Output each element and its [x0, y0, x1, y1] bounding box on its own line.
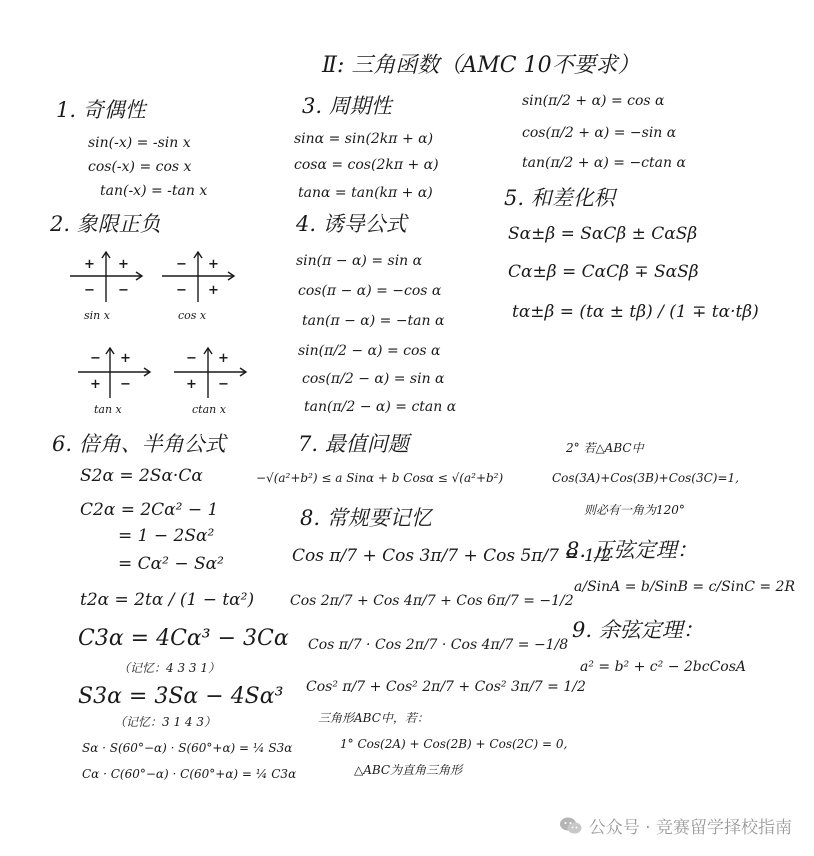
memo-note: （记忆：4 3 3 1）	[118, 661, 220, 675]
formula-line: Cos π/7 · Cos 2π/7 · Cos 4π/7 = −1/8	[308, 637, 569, 653]
formula-line: tan(-x) = -tan x	[100, 183, 208, 199]
formula-line: cos(π − α) = −cos α	[298, 283, 442, 299]
triangle-note: 1° Cos(2A) + Cos(2B) + Cos(2C) = 0,	[340, 737, 568, 751]
page-title: Ⅱ: 三角函数（AMC 10不要求）	[322, 53, 640, 78]
quadrant-sign: +	[120, 351, 131, 366]
quadrant-label: sin x	[84, 309, 110, 322]
section-1-heading: 1. 奇偶性	[56, 98, 146, 122]
formula-line: −√(a²+b²) ≤ a Sinα + b Cosα ≤ √(a²+b²)	[256, 471, 504, 485]
formula-line: C3α = 4Cα³ − 3Cα	[78, 626, 289, 651]
quadrant-sign: −	[218, 377, 229, 392]
formula-line: Cos 2π/7 + Cos 4π/7 + Cos 6π/7 = −1/2	[290, 593, 574, 609]
section-8-heading: 8. 常规要记忆	[300, 506, 432, 530]
formula-line: tan(π − α) = −tan α	[302, 313, 445, 329]
formula-line: S3α = 3Sα − 4Sα³	[78, 684, 284, 709]
triangle-note: △ABC为直角三角形	[354, 763, 463, 777]
formula-line: cos(π/2 − α) = sin α	[302, 371, 445, 387]
formula-line: S2α = 2Sα·Cα	[80, 466, 203, 486]
section-9-heading: 9. 余弦定理：	[572, 618, 704, 642]
watermark	[559, 813, 792, 838]
formula-line: tanα = tan(kπ + α)	[298, 185, 433, 201]
formula-line: sin(π/2 − α) = cos α	[298, 343, 441, 359]
quadrant-sign: +	[84, 257, 95, 272]
formula-line: Cos π/7 + Cos 3π/7 + Cos 5π/7 = 1/2	[292, 546, 612, 566]
quadrant-sign: −	[186, 351, 197, 366]
quadrant-sign: −	[84, 283, 95, 298]
triangle-note: Cos(3A)+Cos(3B)+Cos(3C)=1,	[552, 471, 739, 485]
formula-line: Sα±β = SαCβ ± CαSβ	[508, 224, 698, 244]
formula-line: Cα · C(60°−α) · C(60°+α) = ¼ C3α	[82, 767, 297, 781]
formula-line: Cα±β = CαCβ ∓ SαSβ	[508, 262, 699, 282]
quadrant-sign: −	[176, 257, 187, 272]
quadrant-sign: −	[120, 377, 131, 392]
formula-line: C2α = 2Cα² − 1	[80, 500, 219, 520]
quadrant-sign: −	[176, 283, 187, 298]
formula-line: t2α = 2tα / (1 − tα²)	[80, 590, 255, 610]
formula-line: tα±β = (tα ± tβ) / (1 ∓ tα·tβ)	[512, 302, 759, 322]
formula-line: a/SinA = b/SinB = c/SinC = 2R	[574, 579, 796, 595]
formula-line: sin(π/2 + α) = cos α	[522, 93, 665, 109]
formula-line: = 1 − 2Sα²	[118, 526, 215, 546]
formula-line: cos(π/2 + α) = −sin α	[522, 125, 677, 141]
quadrant-sign: +	[90, 377, 101, 392]
formula-line: cosα = cos(2kπ + α)	[294, 157, 439, 173]
wechat-icon	[559, 816, 583, 836]
watermark-text: 公众号 · 竞赛留学择校指南	[588, 818, 792, 838]
formula-line: a² = b² + c² − 2bcCosA	[580, 659, 747, 675]
quadrant-sign: −	[90, 351, 101, 366]
quadrant-label: cos x	[178, 309, 207, 322]
quadrant-sign: +	[218, 351, 229, 366]
cos-axes	[162, 248, 242, 308]
formula-line: sin(π − α) = sin α	[296, 253, 423, 269]
formula-line: sinα = sin(2kπ + α)	[294, 131, 434, 147]
section-7-heading: 7. 最值问题	[298, 432, 409, 456]
formula-line: cos(-x) = cos x	[88, 159, 192, 175]
formula-line: tan(π/2 − α) = ctan α	[304, 399, 457, 415]
formula-line: sin(-x) = -sin x	[88, 135, 191, 151]
sine-law-heading: 8. 正弦定理：	[566, 538, 698, 562]
quadrant-label: tan x	[94, 403, 122, 416]
section-3-heading: 3. 周期性	[302, 94, 392, 118]
section-4-heading: 4. 诱导公式	[296, 212, 407, 236]
quadrant-sign: −	[118, 283, 129, 298]
triangle-note: 三角形ABC中，若：	[318, 711, 429, 725]
section-2-heading: 2. 象限正负	[50, 212, 161, 236]
triangle-note: 2° 若△ABC中	[566, 441, 644, 455]
quadrant-sign: +	[208, 283, 219, 298]
formula-line: = Cα² − Sα²	[118, 554, 224, 574]
quadrant-sign: +	[208, 257, 219, 272]
sin-axes	[70, 248, 150, 308]
quadrant-sign: +	[186, 377, 197, 392]
quadrant-sign: +	[118, 257, 129, 272]
section-6-heading: 6. 倍角、半角公式	[52, 432, 226, 456]
formula-line: Cos² π/7 + Cos² 2π/7 + Cos² 3π/7 = 1/2	[306, 679, 586, 695]
memo-note: （记忆：3 1 4 3）	[114, 715, 216, 729]
triangle-note: 则必有一角为120°	[584, 503, 685, 517]
quadrant-label: ctan x	[192, 403, 226, 416]
formula-line: tan(π/2 + α) = −ctan α	[522, 155, 686, 171]
formula-line: Sα · S(60°−α) · S(60°+α) = ¼ S3α	[82, 741, 293, 755]
section-5-heading: 5. 和差化积	[504, 186, 615, 210]
